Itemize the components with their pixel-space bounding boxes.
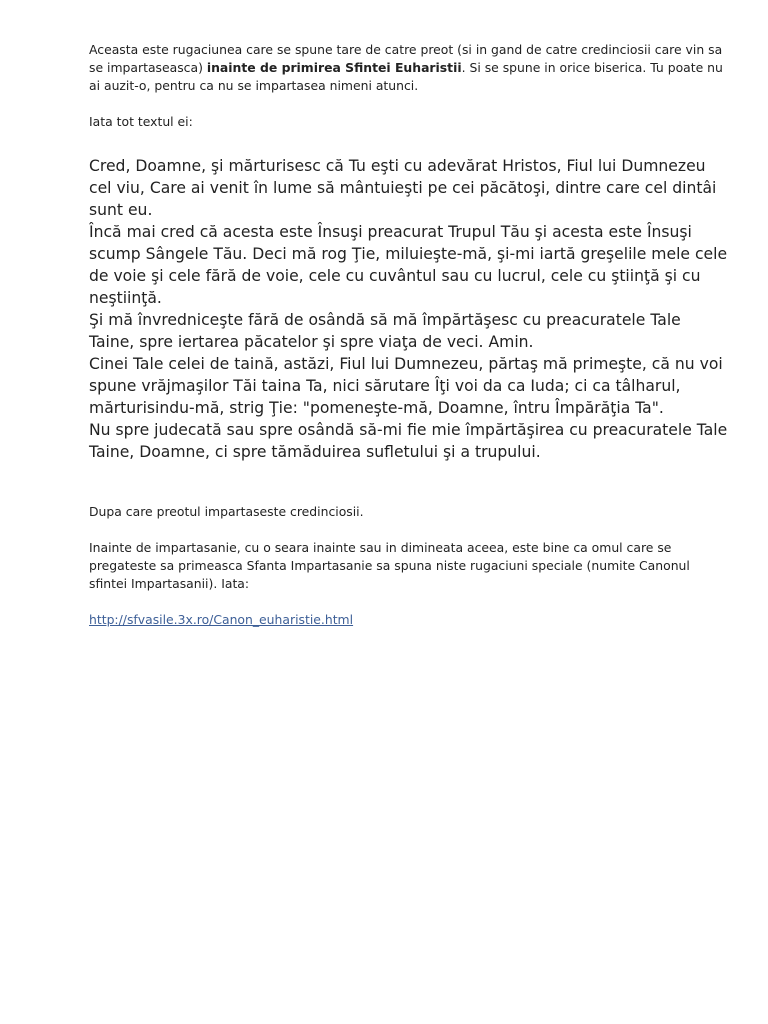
prayer-paragraph-4: Cinei Tale celei de taină, astăzi, Fiul lui Dumnezeu, părtaş mă primeşte, că nu voi spune vrăjmaşilor Tăi taina Ta, nici sărutare Îţi voi da ca Iuda; ci ca tâlharul, mărturisindu-mă, strig Ţie: "pomeneşte-mă, Doamne, întru Împărăţia Ta". bbox=[89, 355, 723, 417]
prayer-text bbox=[89, 155, 729, 463]
intro-paragraph bbox=[89, 41, 729, 95]
prayer-paragraph-3: Şi mă învredniceşte fără de osândă să mă împărtăşesc cu preacuratele Tale Taine, spre iertarea păcatelor şi spre viaţa de veci. Amin. bbox=[89, 311, 681, 351]
intro-text-after: . Si se spune in orice biserica. Tu poate nu ai auzit-o, pentru ca nu se impartasea nimeni atunci. bbox=[89, 60, 723, 93]
link-paragraph bbox=[89, 611, 729, 629]
before-paragraph: Inainte de impartasanie, cu o seara inainte sau in dimineata aceea, este bine ca omul care se pregateste sa primeasca Sfanta Impartasanie sa spuna niste rugaciuni speciale (numite Canonul sfintei Impartasanii). Iata: bbox=[89, 540, 690, 591]
prayer-paragraph-1: Cred, Doamne, şi mărturisesc că Tu eşti cu adevărat Hristos, Fiul lui Dumnezeu cel viu, Care ai venit în lume să mântuieşti pe cei păcătoşi, dintre care cel dintâi sunt eu. bbox=[89, 157, 717, 219]
document-page bbox=[89, 41, 729, 629]
prayer-paragraph-5: Nu spre judecată sau spre osândă să-mi fie mie împărtăşirea cu preacuratele Tale Taine, Doamne, ci spre tămăduirea sufletului şi a trupului. bbox=[89, 421, 728, 461]
intro-text-before: Aceasta este rugaciunea care se spune tare de catre preot (si in gand de catre credinciosii care vin sa se impartaseasca) bbox=[89, 42, 723, 75]
lead-text: Iata tot textul ei: bbox=[89, 114, 193, 129]
prayer-paragraph-2: Încă mai cred că acesta este Însuşi preacurat Trupul Tău şi acesta este Însuşi scump Sângele Tău. Deci mă rog Ţie, miluieşte-mă, şi-mi iartă greşelile mele cele de voie şi cele fără de voie, cele cu cuvântul sau cu lucrul, cele cu ştiinţă şi cu neştiinţă. bbox=[89, 223, 728, 307]
canon-link[interactable]: http://sfvasile.3x.ro/Canon_euharistie.html bbox=[89, 612, 354, 627]
intro-bold-text: inainte de primirea Sfintei Euharistii bbox=[206, 60, 462, 75]
after-paragraph: Dupa care preotul impartaseste credinciosii. bbox=[89, 504, 364, 519]
